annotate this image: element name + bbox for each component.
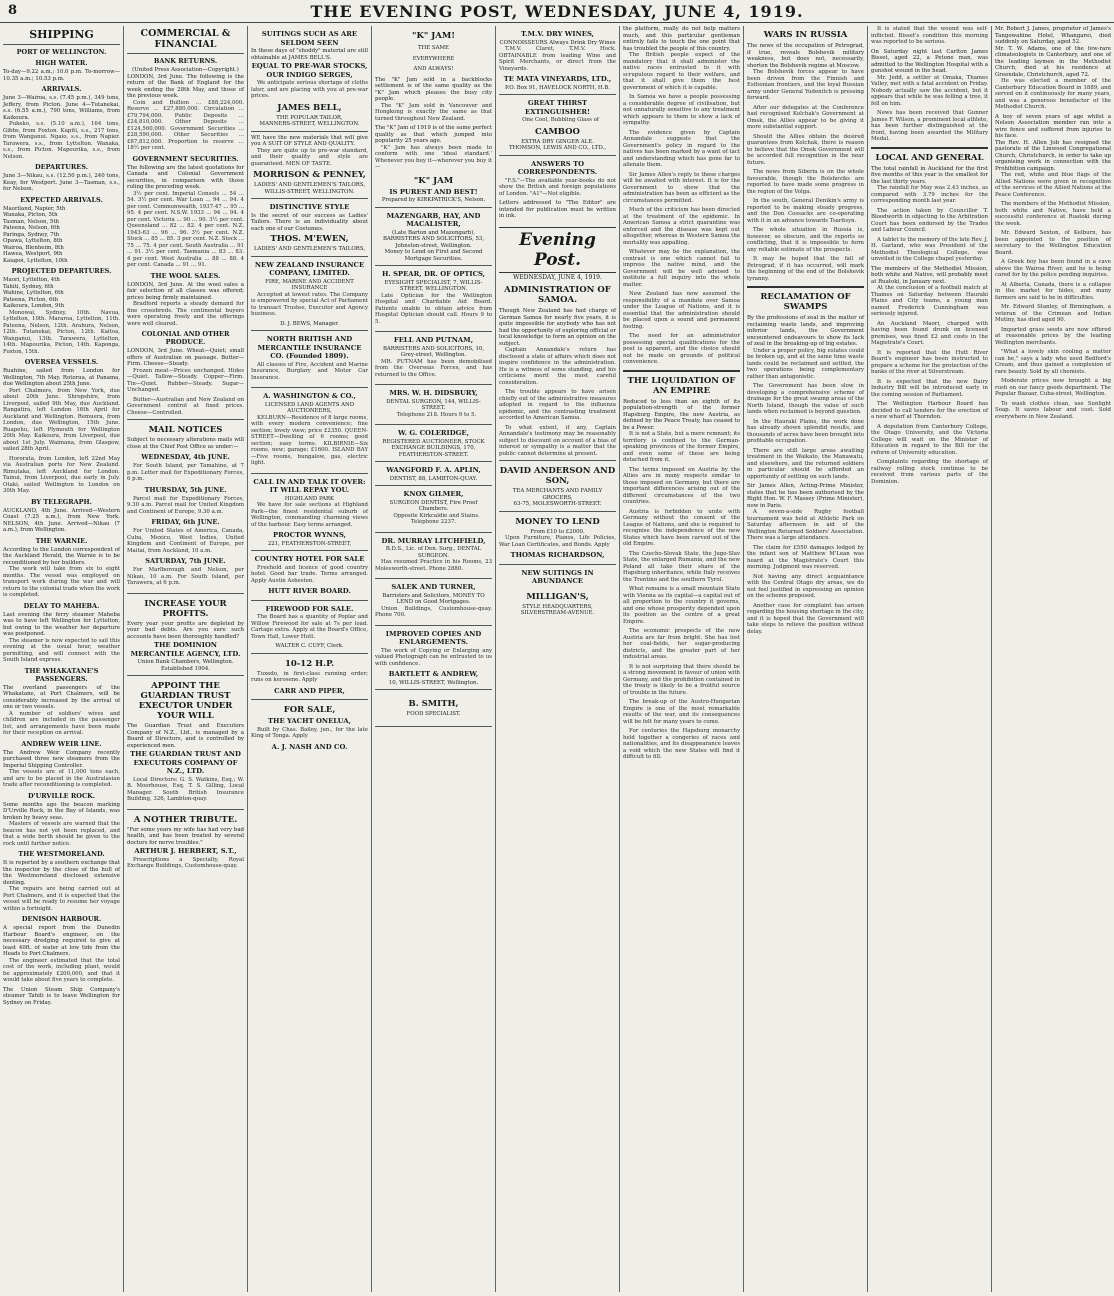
leader-text: the platform, really do not help matters much, and this particular gentleman entirely fails to touch the one point that has troubled the people of this country. — [623, 26, 740, 52]
ad-subheading: CONNOISSEURS Always Drink Dry Wines — [499, 39, 616, 46]
ad-address: P.O. Box 91, HAVELOCK NORTH, H.B. — [505, 84, 610, 91]
ad-company: SALEK AND TURNER, — [391, 583, 476, 591]
ad-text: In these days of "shoddy" material are still obtainable at JAMES BELL'S. — [251, 48, 368, 61]
column-news-3: Mr. Robert J. James, proprietor of James's Tangowahine Hotel, Whangarei, died suddenly on Saturday, aged 52. Mr. T. W. Adams, one of the few-rare climateologists in Canterbury, and one of the leading laymen in the Methodist Church, died at his residence at Greendale, Christchurch, aged 72. He was elected a member of the Canterbury Education Board in 1889, and served on it continuously for many years, and was a generous benefactor of the Methodist Church. A boy of seven years of age whilst a Nelson Association member ran into a wire fence and suffered from injuries to his face. The Rev. H. Allen Job has resigned the pastorate of the Linwood Congregational Church, Christchurch, in order to take up organising work in connection with the Prohibition campaign. The red, white and blue flags of the Allied Nations were given in recognition of the services of the Allied Nations at the Peace Conference. The members of the Methodist Mission, both white and Native, have held a successful conference at Ruatoki during the week. Mr. Edward Sexton, of Kelburn, has been appointed to the position of secretary to the Wellington Education Board. A Greek boy has been found in a cave above the Wairoa River, and he is being cared for by the police pending inquiries. At Alberta, Canada, there is a collapse in the market for hides, and many farmers are said to be in difficulties. Mr. Edward Stanley, of Birmingham, a veteran of the Crimean and Indian Mutiny, has died aged 90. Imported grass seeds are now offered at reasonable prices by the leading Wellington merchants. "What a lovely skin cooling a matter can be," says a lady who used Bedford's Cream, and thus gained a complexion of rare beauty. Sold by all chemists. Moderate prices now brought a big rush on our fancy goods department. The Popular Bazaar, Cuba-street, Wellington. To wash clothes clean, use Sunlight Soap. It saves labour and cost. Sold everywhere in New Zealand. — [995, 26, 1111, 420]
news-headline: WARS IN RUSSIA — [763, 30, 848, 40]
projected-departures-list — [3, 277, 120, 310]
ad-heading: A NOTHER TRIBUTE. — [133, 814, 238, 825]
article-text: June 3—Nikau, s.s. (12.50 p.m.), 240 tons, Keay, for Westport. June 3—Tasman, s.s., for Nelson. — [3, 173, 120, 192]
article-text: June 3—Wairoa, s.s. (7.45 p.m.), 349 tons, Jeffery, from Picton. June 4—Tutanekai, s.s. (6.55 a.m.), 790 tons, Williams, from Kaikoura. — [3, 95, 120, 121]
ad-text: The "K" Jam sold in a backblocks settlement is of the same quality as the "K" Jam which pleases the busy city people. — [375, 76, 492, 102]
subheading: THE WESTMORELAND. — [18, 850, 105, 858]
ad-company: DAVID ANDERSON AND SON, — [499, 466, 616, 486]
ad-text: REGISTERED AUCTIONEER, STOCK EXCHANGE BUILDINGS, 170, FEATHERSTON-STREET. — [382, 438, 485, 458]
subheading: PROJECTED DEPARTURES. — [11, 267, 112, 275]
ad-company: B. SMITH, — [408, 699, 459, 709]
ad-company: CAMBOO — [535, 126, 580, 137]
ad-company: CARR AND PIPER, — [274, 686, 345, 695]
ad-heading: "K" JAM — [413, 175, 454, 186]
ad-company: TE MATA VINEYARDS, LTD., — [503, 75, 612, 83]
ad-company: BARTLETT & ANDREW, — [388, 670, 479, 678]
ad-heading: INCREASE YOUR PROFITS. — [144, 598, 227, 619]
section-heading: MAIL NOTICES — [148, 425, 223, 435]
advertisement-litchfield: DR. MURRAY LITCHFIELD, B.D.S., Lic. of Den. Surg., DENTAL SURGEON. Has resumed Practice in his Rooms, 23 Molesworth-street. Phone 2880. — [375, 532, 492, 579]
ad-company: A. WASHINGTON & CO., — [263, 392, 356, 400]
advertisement-yacht: FOR SALE, THE YACHT ONELUA, Built by Chas. Bailey, jun., for the late King of Tonga. Apply A. J. NASH AND CO. — [251, 699, 368, 755]
advertisement-country-hotel: COUNTRY HOTEL FOR SALE Freehold and licence of good country hotel. Good bar trade. Terms arranged. Apply Austin Asbesten. HUTT RIVER BOARD. — [251, 550, 368, 600]
ad-tagline: LADIES' AND GENTLEMEN'S TAILORS, — [253, 246, 366, 252]
newspaper-title: THE EVENING POST, WEDNESDAY, JUNE 4, 1919. — [310, 2, 804, 21]
advertisement-tmv-wines: T.M.V. DRY WINES, CONNOISSEURS Always Drink Dry Wines T.M.V. Claret, T.M.V. Hock. OBTAINABLE from leading Wine and Spirit Merchants, or direct from the Vineyards. TE MATA VINEYARDS, LTD., P.O. Box 91, HAVELOCK NORTH, H.B. — [499, 30, 616, 91]
ad-address: 221, FEATHERSTON-STREET, — [267, 540, 352, 547]
ad-text: Letters addressed to "The Editor" are intended for publication must be written in ink. — [499, 200, 616, 219]
article-text: According to the London correspondent of the Auckland Herald, the Warnie is to be reconditioned by her builders. — [3, 546, 120, 566]
list-item: Kaikoura, London, 9th — [3, 303, 65, 309]
advertisement-carr-piper: 10-12 H.P. Tuxedo, in first-class running order; runs on kerosene. Apply CARR AND PIPER, — [251, 653, 368, 700]
advertisement-guardian-trust: APPOINT THE GUARDIAN TRUST EXECUTOR UNDER YOUR WILL The Guardian Trust and Executors Company of N.Z., Ltd., is managed by a Board of Directors, and is controlled by experienced men. THE GUARDIAN TRUST AND EXECUTORS COMPANY OF N.Z., LTD. Local Directors: G. S. Watkins, Esq.; W. B. Moorhouse, Esq. T. S. Gilling, Local Manager. South British Insurance Building, 326, Lambton-quay. — [127, 675, 244, 809]
ad-tagline: Prepared by KIRKPATRICK'S, Nelson. — [381, 197, 486, 203]
section-heading: SHIPPING — [29, 28, 94, 41]
ad-company: THE GUARDIAN TRUST AND EXECUTORS COMPANY OF N.Z., LTD. — [130, 750, 241, 775]
ad-text: Is the secret of our success as Ladies' Tailors. There is an individuality about each one of our Costumes. — [251, 212, 368, 232]
news-text: The news of the occupation of Petrograd, if true, reveals Bolshevik military weakness, but does not, necessarily, shorten the Bolshevik regime at Moscow. — [747, 43, 864, 69]
advertisement-mazengarb — [375, 207, 492, 266]
column-commercial: COMMERCIAL & FINANCIAL BANK RETURNS. (United Press Association—Copyright.) LONDON, 3rd June. The following is the return of the Bank of England for the week ending the 28th May, and those of the previous week. Coin and Bullion ... £88,224,000. Reserve ... £27,880,000. Circulation ... £79,794,000. Public Deposits ... £24,810,000. Other Deposits ... £124,560,000. Government Securities ... £28,590,000. Other Securities ... £87,812,000. Proportion to reserve ... 18½ per cent. GOVERNMENT SECURITIES. The following are the latest quotations for Canada and Colonial Government securities, in comparison with those ruling the preceding week. 3½ per cent. Imperial Consols ... 54 ... 54. 3½ per cent. War Loan ... 94 ... 94. 4 per cent. Commonwealth, 1937-47 ... 95 ... 95. 4 per cent. N.S.W. 1933 ... 94 ... 94. 4 per cent. Victoria ... 90 ... 90. 3½ per cent. Queensland ... 82 ... 82. 4 per cent. N.Z. 1943-63 ... 96 ... 96. 3½ per cent. N.Z. Stock ... 85 ... 85. 3 per cent. N.Z. Stock ... 75 ... 75. 4 per cent. South Australia ... 91 ... 91. 3½ per cent. Tasmania ... 83 ... 83. 4 per cent. West Australia ... 88 ... 88. 4 per cent. Canada ... 91 ... 91. THE WOOL SALES. LONDON, 3rd June. At the wool sales a fair selection of all classes was offered; prices being firmly maintained. Bradford reports a steady demand for fine crossbreds. The continental buyers were operating freely and the offerings were well cleared. COLONIAL AND OTHER PRODUCE. LONDON, 3rd June. Wheat—Quiet; small offers of Australian on passage. Butter—Firm. Cheese—Steady. Frozen meat—Prices unchanged. Hides—Quiet. Tallow—Steady. Copper—Firm. Tin—Quiet. Rubber—Steady. Sugar—Unchanged. Butter—Australian and New Zealand on Government control at fixed prices. Cheese—Controlled. MAIL NOTICES Subject to necessary alterations mails will close at the Chief Post Office as under:— WEDNESDAY, 4th JUNE. For South Island, per Tamahine, at 7 p.m. Letter mail for Expeditionary Forces, 6 p.m. THURSDAY, 5th JUNE. Parcel mail for Expeditionary Forces, 9.30 a.m. Parcel mail for United Kingdom and Continent of Europe, 9.30 a.m. FRIDAY, 6th JUNE. For United States of America, Canada, Cuba, Mexico, West Indies, United Kingdom and Continent of Europe, per Maitai, from Auckland, 10 a.m. SATURDAY, 7th JUNE. For Marlborough and Nelson, per Nikau, 10 a.m. For South Island, per Tarawera, at 6 p.m. INCREASE YOUR PROFITS. Every year your profits are depleted by your bad debts. Are you sure such accounts have been thoroughly handled? THE DOMINION MERCANTILE AGENCY, LTD. Union Bank Chambers, Wellington. Established 1904. APPOINT THE GUARDIAN TRUST EXECUTOR UNDER YOUR WILL The Guardian Trust and Executors Company of N.Z., Ltd., is managed by a Board of Directors, and is controlled by experienced men. THE GUARDIAN TRUST AND EXECUTORS COMPANY OF N.Z., LTD. Local Directors: G. S. Watkins, Esq.; W. B. Moorhouse, Esq. T. S. Gilling, Local Manager. South British Insurance Building, 326, Lambton-quay. A NOTHER TRIBUTE. "For some years my wife has had very bad health, and has been treated by several doctors for nerve troubles." ARTHUR J. HERBERT, S.T., Prescriptions a Specialty, Royal Exchange Buildings, Customhouse-quay. — [124, 26, 247, 1292]
subheading: OVERSEA VESSELS. — [24, 358, 99, 366]
ad-heading: CALL IN AND TALK IT OVER: IT WILL REPAY YOU. — [253, 477, 366, 494]
subheading: THE WARNIE. — [35, 536, 88, 545]
section-heading: ANSWERS TO CORRESPONDENTS. — [517, 159, 598, 176]
article-text: AUCKLAND, 4th June. Arrived—Western Coast (7.25 a.m.), from New York. NELSON, 4th June. Arrived—Nikau (7 a.m.), from Wellington. — [3, 507, 120, 533]
subheading: DEPARTURES. — [35, 163, 88, 171]
advertisement-firewood: FIREWOOD FOR SALE. The Board has a quantity of Poplar and Willow Firewood for sale at 7s per load. Cartage extra. Apply at the Board's Office, Town Hall, Lower Hutt. WALTER C. CUFF, Clerk. — [251, 600, 368, 653]
advertisement-aplin — [375, 461, 492, 485]
ad-company: THOS. M'EWEN, — [270, 234, 349, 244]
article-text: Pukeko, s.s. (5.10 a.m.), 164 tons, Gibbs, from Foxton. Kapiti, s.s., 217 tons, from Wanganui. Ngaio, s.s., from Napier. Tarawera, s.s., from Lyttelton. Wanaka, s.s., from Picton. Mapourika, s.s., from Nelson. — [3, 121, 120, 160]
subheading: PORT OF WELLINGTON. — [16, 48, 107, 56]
ad-company: THE DOMINION MERCANTILE AGENCY, LTD. — [130, 641, 241, 658]
subheading: HIGH WATER. — [35, 59, 88, 67]
ad-text: DENTIST, 88, LAMBTON-QUAY. — [389, 475, 478, 482]
ad-company: WANGFORD F. A. APLIN, — [386, 466, 481, 474]
answers-to-correspondents: ANSWERS TO CORRESPONDENTS. "F.S."—The available year-books do not show the British and foreign populations of London. "A1"—Not eligible. Letters addressed to "The Editor" are intended for publication must be written in ink. — [499, 155, 616, 223]
advertisement-spear: H. SPEAR, DR. OF OPTICS, EYESIGHT SPECIALIST, 7, WILLIS-STREET, WELLINGTON. Late Optician for the Wellington Hospital and Charitable Aid Board. Patients unable to obtain advice from Hospital Optician should call. Hours 9 to 5. — [375, 265, 492, 331]
advertisement-mcewen — [251, 198, 368, 256]
news-headline: LOCAL AND GENERAL — [875, 152, 984, 163]
news-text: Mr. T. W. Adams, one of the few-rare climateologists in Canterbury, and one of the leading laymen in the Methodist Church, died at his residence at Greendale, Christchurch, aged 72. — [995, 45, 1111, 78]
ad-text: Every year your profits are depleted by your bad debts. Are you sure such accounts have been thoroughly handled? — [127, 620, 244, 640]
ad-subheading: Money to Lend on First and Second Mortgage Securities. — [384, 249, 483, 262]
advertisement-didsbury: MRS. W. H. DIDSBURY, DENTAL SURGEON, 144, WILLIS-STREET. Telephone 218. Hours 9 to 5. — [375, 384, 492, 424]
article-text: The Union Steam Ship Company's steamer Tahiti is to leave Wellington for Sydney on Friday. — [3, 986, 120, 1006]
list-item: Tasman, Nelson, 5th — [3, 218, 59, 225]
ad-company: THOMAS RICHARDSON, — [510, 551, 605, 559]
ad-heading: NEW SUITINGS IN ABUNDANCE — [521, 568, 594, 585]
advertisement-james-bell: SUITINGS SUCH AS ARE SELDOM SEEN In these days of "shoddy" material are still obtainable at JAMES BELL'S. EQUAL TO PRE-WAR STOCKS, OUR INDIGO SERGES, We anticipate serious shortage of cloths later, and are placing with you at pre-war prices. JAMES BELL, THE POPULAR TAILOR, MANNERS-STREET, WELLINGTON. — [251, 30, 368, 127]
byline: (United Press Association—Copyright.) — [132, 67, 239, 73]
ad-text: SURGEON DENTIST, Fire Proof Chambers. — [389, 499, 478, 512]
mail-day: SATURDAY, 7th JUNE. — [145, 557, 226, 565]
ad-text: WE have the new materials that will give you A SUIT OF STYLE AND QUALITY. — [251, 134, 368, 147]
ad-heading: 10-12 H.P. — [284, 658, 335, 669]
advertisement-bartlett-andrew: IMPROVED COPIES AND ENLARGEMENTS. The work of Copying or Enlarging any valued Photograph can be entrusted to us with confidence. BARTLETT & ANDREW, 10, WILLIS-STREET, Wellington. — [375, 625, 492, 690]
advertisement-morrison-penney: WE have the new materials that will give you A SUIT OF STYLE AND QUALITY. They are quite up to pre-war standard, and their quality and style are guaranteed. MEN OF TASTE. MORRISON & PENNEY, LADIES' AND GENTLEMEN'S TAILORS, WILLIS-STREET, WELLINGTON. — [251, 131, 368, 199]
advertisement-highland-park: CALL IN AND TALK IT OVER: IT WILL REPAY YOU. HIGHLAND PARK We have for sale sections at Highland Park—the finest residential suburb of Wellington, commanding charming views of the harbour. Easy terms arranged. PROCTOR WYNNS, 221, FEATHERSTON-STREET, — [251, 473, 368, 551]
list-item: Pateena, Picton, 6th — [3, 296, 59, 303]
list-item: Wahine, Lyttelton, 6th — [3, 290, 64, 296]
ad-heading: "K" JAM! — [412, 31, 455, 41]
article-text: A special report from the Dunedin Harbour Board's engineer, on the necessary dredging required to give at least 40ft. of water at low tide from the Heads to Port Chalmers. — [3, 925, 120, 957]
article-text: To-day—9.22 a.m.; 10.0 p.m. To-morrow—10.35 a.m.; 10.53 p.m. — [3, 69, 120, 82]
advertisement-nz-insurance: NEW ZEALAND INSURANCE COMPANY, LIMITED. FIRE, MARINE AND ACCIDENT INSURANCE Accepted at lowest rates. The Company is empowered by special Act of Parliament to transact Trustee, Executor and Agency business. D. J. BEWS, Manager. — [251, 256, 368, 331]
advertisement-salek-turner: SALEK AND TURNER, Barristers and Solicitors, MONEY TO LEND on Good Mortgages. Union Buildings, Customhouse-quay. Phone 700. — [375, 578, 492, 625]
leader-headline: THE LIQUIDATION OF AN EMPIRE — [627, 375, 736, 396]
ad-company: MORRISON & PENNEY, — [253, 170, 366, 180]
mail-day: THURSDAY, 5th JUNE. — [144, 485, 227, 494]
ad-tagline: LICENSED LAND AGENTS AND AUCTIONEERS, — [264, 401, 355, 414]
ad-tagline: STYLE HEADQUARTERS, — [522, 603, 593, 610]
subheading: BY TELEGRAPH. — [31, 497, 92, 506]
subheading: BANK RETURNS. — [153, 57, 218, 65]
list-item: Tahiti, Sydney, 6th — [3, 283, 54, 290]
ad-company: JAMES BELL, — [277, 102, 342, 113]
subheading: DENISON HARBOUR. — [21, 915, 102, 923]
ad-line: AND ALWAYS! — [413, 66, 454, 72]
article-text: The following are the latest quotations for Canada and Colonial Government securities, in comparison with those ruling the preceding week. — [127, 164, 244, 190]
ad-address: 63-75, MOLESWORTH-STREET. — [513, 501, 602, 507]
column-editorial: T.M.V. DRY WINES, CONNOISSEURS Always Drink Dry Wines T.M.V. Claret, T.M.V. Hock. OBTAINABLE from leading Wine and Spirit Merchants, or direct from the Vineyards. TE MATA VINEYARDS, LTD., P.O. Box 91, HAVELOCK NORTH, H.B. GREAT THIRST EXTINGUISHER! One Cool, Bubbling Glass of CAMBOO EXTRA DRY GINGER ALE. THOMSON, LEWIS AND CO., LTD., ANSWERS TO CORRESPONDENTS. "F.S."—The available year-books do not show the British and foreign populations of London. "A1"—Not eligible. Letters addressed to "The Editor" are intended for publication must be written in ink. Evening Post. WEDNESDAY, JUNE 4, 1919. ADMINISTRATION OF SAMOA. Though New Zealand has had charge of German Samoa for nearly five years, it is quite impossible for anybody who has not had the opportunity of exploring official or local knowledge to form an opinion on the subject. Captain Annandale's return has disclosed a state of affairs which does not inspire confidence in the administration. He is a witness of some standing, and his criticisms merit the most careful consideration. The trouble appears to have arisen chiefly out of the administrative measures adopted in regard to the influenza epidemic, and the contrasting treatment accorded to American Samoa. To what extent, if any, Captain Annandale's testimony may be reasonably subject to discount on account of a bias of interest or sympathy is a matter that the public cannot determine at present. DAVID ANDERSON AND SON, TEA MERCHANTS AND FAMILY GROCERS, 63-75, MOLESWORTH-STREET. MONEY TO LEND From £10 to £2000. Upon Furniture, Pianos, Life Policies, War Loan Certificates, and Bonds. Apply THOMAS RICHARDSON, NEW SUITINGS IN ABUNDANCE MILLIGAN'S, STYLE HEADQUARTERS, SILVERSTREAM-AVENUE. — [496, 26, 619, 1292]
ad-address: 10, WILLIS-STREET, Wellington. — [388, 679, 479, 686]
article-text: Ruahine, sailed from London for Wellington, 7th May. Rotorua, at Panama, due Wellington about 25th June. — [3, 368, 120, 387]
ad-line: THE SAME — [418, 45, 449, 51]
news-text: Mr. Robert J. James, proprietor of James's Tangowahine Hotel, Whangarei, died suddenly on Saturday, aged 52. — [995, 26, 1111, 45]
ad-address: SILVERSTREAM-AVENUE. — [520, 610, 595, 616]
column-leader: the platform, really do not help matters much, and this particular gentleman entirely fails to touch the one point that has troubled the people of this country. The British people expect of the mandatory that it shall administer the native races entrusted to it with scrupulous regard to their welfare, and that it shall give them the best government of which it is capable. In Samoa we have a people possessing a considerable degree of civilisation, but not unnaturally sensitive to any treatment which appears to them to show a lack of sympathy. The evidence given by Captain Annandale suggests that the Government's policy in regard to the natives has been marked by a want of tact and understanding which has gone far to alienate them. Sir James Allen's reply to these charges will be awaited with interest. It is for the Government to show that the administration has been as efficient as the circumstances permitted. Much of the criticism has been directed at the treatment of the epidemic. In American Samoa a strict quarantine was enforced and the disease was kept out altogether, whereas in Western Samoa the mortality was appalling. Whatever may be the explanation, the contrast is one which cannot fail to impress the native mind, and the Government will be well advised to institute a full inquiry into the whole matter. New Zealand has now assumed the responsibility of a mandate over Samoa under the League of Nations, and it is essential that the administration should be placed upon a sound and permanent footing. The need for an administrator possessing special qualifications for the post is apparent, and the choice should not be made on grounds of political convenience. THE LIQUIDATION OF AN EMPIRE Reduced to less than an eighth of its population-strength of the former Hapsburg Empire, the new Austria, as defined by the Peace Treaty, has ceased to be a Power. It is not a State, but a mere remnant; its territory is confined to the German-speaking provinces of the former Empire, and even some of these are being detached from it. The terms imposed on Austria by the Allies are in many respects similar to those imposed on Germany, but there are important differences arising out of the different circumstances of the two countries. Austria is forbidden to unite with Germany without the consent of the League of Nations, and she is required to recognise the independence of the new States which have been carved out of the old Empire. The Czecho-Slovak State, the Jugo-Slav State, the enlarged Rumania, and the new Poland all take their share of the Hapsburg inheritance, while Italy receives the Trentino and the southern Tyrol. What remains is a small mountain State with Vienna as its capital—a capital out of all proportion to the country it governs, and one whose prosperity depended upon its position as the centre of a great Empire. The economic prospects of the new Austria are far from bright. She has lost her coal-fields, her sugar-producing districts, and the greater part of her industrial areas. It is not surprising that there should be a strong movement in favour of union with Germany, and the prohibition contained in the treaty is likely to be a fruitful source of trouble in the future. The break-up of the Austro-Hungarian Empire is one of the most remarkable results of the war, and its consequences will be felt for many years to come. For centuries the Hapsburg monarchy held together a congeries of races and nationalities, and its disappearance leaves a void which the new States will find it difficult to fill. — [623, 26, 740, 760]
ad-company: MRS. W. H. DIDSBURY, — [389, 389, 478, 397]
ad-company: A. J. NASH AND CO. — [271, 742, 348, 751]
ad-text: The "K" Jam of 1919 is of the same perfect quality as that which jumped into popularity 25 years ago. — [375, 125, 492, 144]
subheading: DELAY TO MAHEBA. — [23, 601, 100, 610]
mail-day: FRIDAY, 6th JUNE. — [151, 518, 220, 526]
article-text: LONDON, 3rd June. Wheat—Quiet; small offers of Australian on passage. Butter—Firm. Cheese—Steady. — [127, 348, 244, 367]
advertisement-coleridge — [375, 424, 492, 461]
ad-heading: FOR SALE, — [283, 705, 336, 715]
leader-text: Reduced to less than an eighth of its population-strength of the former Hapsburg Empire, the new Austria, as defined by the Peace Treaty, has ceased to be a Power. — [623, 398, 740, 431]
ad-line: EVERYWHERE — [412, 55, 455, 62]
column-news-2: It is stated that the wound was self-inflicted. Bisset's condition this morning was reported to be serious. On Saturday night last Carlton James Bisset, aged 22, a Petone man, was admitted to the Wellington Hospital with a gunshot wound in the head. Mr. Jedd, a settler at Omaka, Thames Valley, met with a fatal accident on Friday. Nobody actually saw the accident, but it appears that while he was felling a tree, it fell on him. News has been received that Gunner James F. Wilson, a prominent local athlete, has been further distinguished at the front, having been awarded the Military Medal. LOCAL AND GENERAL The total rainfall in Auckland for the first five months of this year is the smallest for the last thirty years. The rainfall for May was 2.43 inches, as compared with 3.79 inches for the corresponding month last year. The action taken by Councillor T. Bloodworth in objecting to the Arbitration Court has been endorsed by the Trades and Labour Council. A tablet to the memory of the late Rev. J. H. Garland, who was President of the Methodist Theological College, was unveiled in the College chapel yesterday. The members of the Methodist Mission, both white and Native, will probably meet at Ruatoki, in January next. At the conclusion of a football match at Thames on Saturday between Hauraki Plains and City teams, a young man named Frederick Cunningham was seriously injured. An Auckland Maori, charged with having been found drunk on licensed premises, was fined £2 and costs in the Magistrate's Court. It is reported that the Hutt River Board's engineer has been instructed to prepare a scheme for the protection of the banks of the river at Silverstream. It is expected that the new Dairy Industry Bill will be introduced early in the coming session of Parliament. The Wellington Harbour Board has decided to call tenders for the erection of a new wharf at Thorndon. A deputation from Canterbury College, the Otago University, and the Victoria College will wait on the Minister of Education in regard to the Bill for the reform of University education. Complaints regarding the shortage of railway rolling stock continue to be received from various parts of the Dominion. — [871, 26, 988, 485]
ad-text: EYESIGHT SPECIALIST, 7, WILLIS-STREET, WELLINGTON. — [384, 279, 483, 292]
ad-text: (Late Barton and Mazengarb), BARRISTERS AND SOLICITORS, 53, Johnston-street, Wellington. — [382, 229, 485, 249]
ad-address: Union Bank Chambers, Wellington. Established 1904. — [137, 659, 234, 672]
advertisement-milligans — [499, 564, 616, 620]
ad-text: DENTAL SURGEON, 144, WILLIS-STREET. — [386, 398, 481, 411]
ad-company: PROCTOR WYNNS, — [272, 531, 347, 539]
article-text: Subject to necessary alterations mails will close at the Chief Post Office as under:— — [127, 437, 244, 450]
advertisement-north-british: NORTH BRITISH AND MERCANTILE INSURANCE CO. (Founded 1809). All classes of Fire, Accident and Marine Insurance, Burglary and Motor Car Insurance. — [251, 330, 368, 387]
leader-text: Though New Zealand has had charge of German Samoa for nearly five years, it is quite impossible for anybody who has not had the opportunity of exploring official or local knowledge to form an opinion on the subject. — [499, 308, 616, 347]
ad-text: Barristers and Solicitors, MONEY TO LEND on Good Mortgages. — [382, 592, 485, 605]
list-item: Maoriland, Napier, 5th — [3, 205, 66, 212]
list-item: Pateena, Nelson, 6th — [3, 225, 60, 231]
subheading: THE WHAKATANE'S PASSENGERS. — [24, 666, 99, 683]
ad-company: W. G. COLERIDGE, — [398, 429, 469, 437]
expected-arrivals-list — [3, 206, 120, 265]
column-advertisements-1 — [248, 26, 371, 1292]
ad-company: DR. MURRAY LITCHFIELD, — [381, 536, 486, 545]
ad-company: KNOX GILMER, — [403, 490, 464, 498]
article-text: Last evening the ferry steamer Maheba was to have left Wellington for Lyttelton, but owing to the weather her departure was postponed. — [3, 611, 120, 637]
advertisement-money-to-lend: MONEY TO LEND From £10 to £2000. Upon Furniture, Pianos, Life Policies, War Loan Certificates, and Bonds. Apply THOMAS RICHARDSON, — [499, 511, 616, 564]
editorial-date: WEDNESDAY, JUNE 4, 1919. — [513, 273, 602, 281]
column-shipping: SHIPPING PORT OF WELLINGTON. HIGH WATER. To-day—9.22 a.m.; 10.0 p.m. To-morrow—10.35 a.m.; 10.53 p.m. ARRIVALS. June 3—Wairoa, s.s. (7.45 p.m.), 349 tons, Jeffery, from Picton. June 4—Tutanekai, s.s. (6.55 a.m.), 790 tons, Williams, from Kaikoura. Pukeko, s.s. (5.10 a.m.), 164 tons, Gibbs, from Foxton. Kapiti, s.s., 217 tons, from Wanganui. Ngaio, s.s., from Napier. Tarawera, s.s., from Lyttelton. Wanaka, s.s., from Picton. Mapourika, s.s., from Nelson. DEPARTURES. June 3—Nikau, s.s. (12.50 p.m.), 240 tons, Keay, for Westport. June 3—Tasman, s.s., for Nelson. EXPECTED ARRIVALS. Maoriland, Napier, 5th Wanaka, Picton, 5th Tasman, Nelson, 5th Pateena, Nelson, 6th Paringa, Sydney, 7th Opawa, Lyttelton, 8th Wairoa, Blenheim, 8th Hawea, Westport, 9th Kaiapoi, Lyttelton, 10th PROJECTED DEPARTURES. Maori, Lyttelton, 4th Tahiti, Sydney, 6th Wahine, Lyttelton, 6th Pateena, Picton, 6th Kaikoura, London, 9th Monowai, Sydney, 10th. Navua, Lyttelton, 10th. Mararoa, Lyttelton, 11th. Pateena, Nelson, 12th. Arahura, Nelson, 12th. Tutanekai, Picton, 12th. Kaitoa, Wanganui, 13th. Tarawera, Lyttelton, 14th. Mapourika, Picton, 14th. Kaponga, Foxton, 15th. OVERSEA VESSELS. Ruahine, sailed from London for Wellington, 7th May. Rotorua, at Panama, due Wellington about 25th June. Port Chalmers, from New York, due about 20th June. Shropshire, from Liverpool, sailed 9th May, due Auckland. Rangatira, left London 16th April for Auckland and Wellington. Remuera, from London, due Wellington, 15th June. Ruapehu, left Plymouth for Wellington 20th May. Kaikoura, from Liverpool, due about 1st July. Waimana, from Glasgow, sailed 28th April. Hororata, from London, left 22nd May via Australian ports for New Zealand. Rimutaka, left Auckland for London. Tainui, from Liverpool, due early in July. Otaki, sailed Wellington to London on 30th May. BY TELEGRAPH. AUCKLAND, 4th June. Arrived—Western Coast (7.25 a.m.), from New York. NELSON, 4th June. Arrived—Nikau (7 a.m.), from Wellington. THE WARNIE. According to the London correspondent of the Auckland Herald, the Warnie is to be reconditioned by her builders. The work will take from six to eight months. The vessel was employed on transport work during the war and will return to the colonial trade when the work is completed. DELAY TO MAHEBA. Last evening the ferry steamer Maheba was to have left Wellington for Lyttelton, but owing to the weather her departure was postponed. The steamer is now expected to sail this evening at the usual hour, weather permitting, and will connect with the South Island express. THE WHAKATANE'S PASSENGERS. The overland passengers of the Whakatane, at Port Chalmers, will be considerably increased by the arrival of one or two vessels. A number of soldiers' wives and children are included in the passenger list, and arrangements have been made for their reception on arrival. ANDREW WEIR LINE. The Andrew Weir Company recently purchased three new steamers from the Imperial Shipping Controller. The vessels are of 11,000 tons each, and are to be placed in the Australasian trade after reconditioning is completed. D'URVILLE ROCK. Some months ago the beacon marking D'Urville Rock, in the Bay of Islands, was broken by heavy seas. Masters of vessels are warned that the beacon has not yet been replaced, and that a wide berth should be given to the rock until further notice. THE WESTMORELAND. It is reported by a southern exchange that the inspector by the close of the hull of the Westmoreland disclosed extensive denting. The repairs are being carried out at Port Chalmers, and it is expected that the vessel will be ready to resume her voyage within a fortnight. DENISON HARBOUR. A special report from the Dunedin Harbour Board's engineer, on the necessary dredging required to give at least 40ft. of water at low tide from the Heads to Port Chalmers. The engineer estimated that the total cost of the work, including plant, would be approximately £200,000, and that it would take about five years to complete. The Union Steam Ship Company's steamer Tahiti is to leave Wellington for Sydney on Friday. — [3, 28, 120, 1006]
subheading: ANDREW WEIR LINE. — [21, 739, 102, 748]
ad-company: NEW ZEALAND INSURANCE COMPANY, LIMITED. — [254, 260, 365, 277]
ad-company: H. SPEAR, DR. OF OPTICS, — [381, 270, 486, 278]
subheading: COLONIAL AND OTHER PRODUCE. — [141, 330, 230, 346]
ad-heading: COUNTRY HOTEL FOR SALE — [254, 555, 365, 563]
ad-subheading: IS PUREST AND BEST! — [389, 187, 478, 196]
ad-company: MILLIGAN'S, — [526, 591, 589, 602]
advertisement-camboo: GREAT THIRST EXTINGUISHER! One Cool, Bubbling Glass of CAMBOO EXTRA DRY GINGER ALE. THOMSON, LEWIS AND CO., LTD., — [499, 94, 616, 155]
ad-heading: GREAT THIRST EXTINGUISHER! — [525, 99, 590, 116]
ad-signature: D. J. BEWS, Manager. — [280, 320, 339, 327]
ad-company: FELL AND PUTNAM, — [393, 336, 474, 344]
article-text: Some months ago the beacon marking D'Urville Rock, in the Bay of Islands, was broken by heavy seas. — [3, 801, 120, 821]
article-text: LONDON, 3rd June. At the wool sales a fair selection of all classes was offered; prices being firmly maintained. — [127, 281, 244, 301]
article-text: LONDON, 3rd June. The following is the return of the Bank of England for the week ending the 28th May, and those of the previous week. — [127, 73, 244, 99]
ad-company: MAZENGARB, HAY, AND MACALISTER, — [386, 211, 481, 228]
ad-subheading: EQUAL TO PRE-WAR STOCKS, OUR INDIGO SERGES, — [251, 62, 368, 79]
news-text: The members of the Methodist Mission, both white and Native, will probably meet at Ruatoki, in January next. — [871, 265, 988, 285]
ad-subheading: FIRE, MARINE AND ACCIDENT INSURANCE — [265, 278, 354, 291]
column-news-1: WARS IN RUSSIA The news of the occupation of Petrograd, if true, reveals Bolshevik military weakness, but does not, necessarily, shorten the Bolshevik regime at Moscow. The Bolshevik forces appear to have been driven from the Finnish and Esthonian frontiers, and the loyal Russian army under General Yudenitch is pressing forward. After our delegates at the Conference had recognised Kolchak's Government at Omsk, the Allies appear to be giving it more substantial support. Should the Allies obtain the desired guarantees from Kolchak, there is reason to believe that the Omsk Government will be accorded full recognition in the near future. The news from Siberia is on the whole favourable, though the Bolsheviks are reported to have made some progress in the region of the Volga. In the south, General Denikin's army is reported to be making steady progress, and the Don Cossacks are co-operating with it in an advance towards Tsaritsyn. The whole situation in Russia is, however, so obscure, and the reports so conflicting, that it is impossible to form any reliable estimate of the prospects. It may be hoped that the fall of Petrograd, if it has occurred, will mark the beginning of the end of the Bolshevik tyranny. RECLAMATION OF SWAMPS By the professions of zeal in the matter of reclaiming waste lands, and improving inferior lands, the Government encountered endeavours to show its lack of zeal in the breaking-up of big estates. Under a proper policy, big estates could be broken up, and at the same time waste lands could be reclaimed and settled, the two operations being complementary rather than antagonistic. The Government has been slow in developing a comprehensive scheme of drainage for the great swamp areas of the North Island, though the value of such lands when reclaimed is beyond question. In the Hauraki Plains, the work done has already shown splendid results, and thousands of acres have been brought into profitable occupation. There are still large areas awaiting treatment in the Waikato, the Manawatu, and elsewhere, and the returned soldiers in particular should be afforded an opportunity of settling on such lands. Sir James Allen, Acting-Prime Minister, states that he has been authorised by the Right Hon. W. F. Massey (Prime Minister), now in Paris. A seven-a-side Rugby football tournament was held at Athletic Park on Saturday afternoon in aid of the Wellington Returned Soldiers' Association. There was a large attendance. The claim for £550 damages lodged by the infant son of Matthew M'Lean was heard at the Magistrate's Court this morning. Judgment was reserved. Not having any direct acquaintance with the Central Otago dry areas, we do not feel justified in expressing an opinion on the scheme proposed. Another case for complaint has arisen regarding the housing shortage in the city, and it is hoped that the Government will take steps to relieve the position without delay. — [747, 30, 864, 635]
article-text: The overland passengers of the Whakatane, at Port Chalmers, will be considerably increased by the arrival of one or two vessels. — [3, 684, 120, 710]
ad-tagline: THE POPULAR TAILOR, — [276, 114, 343, 121]
ad-signature: ARTHUR J. HERBERT, S.T., — [134, 847, 237, 855]
ad-heading: FIREWOOD FOR SALE. — [265, 604, 354, 613]
subheading: D'URVILLE ROCK. — [27, 791, 96, 800]
mail-notices: MAIL NOTICES Subject to necessary alterations mails will close at the Chief Post Office as under:— WEDNESDAY, 4th JUNE. For South Island, per Tamahine, at 7 p.m. Letter mail for Expeditionary Forces, 6 p.m. THURSDAY, 5th JUNE. Parcel mail for Expeditionary Forces, 9.30 a.m. Parcel mail for United Kingdom and Continent of Europe, 9.30 a.m. FRIDAY, 6th JUNE. For United States of America, Canada, Cuba, Mexico, West Indies, United Kingdom and Continent of Europe, per Maitai, from Auckland, 10 a.m. SATURDAY, 7th JUNE. For Marlborough and Nelson, per Nikau, 10 a.m. For South Island, per Tarawera, at 6 p.m. — [127, 419, 244, 593]
list-item: Kaiapoi, Lyttelton, 10th — [3, 257, 68, 264]
ad-heading: MONEY TO LEND — [515, 516, 600, 527]
ad-tagline: LADIES' AND GENTLEMEN'S TAILORS, — [253, 182, 366, 188]
advertisement-knox-gilmer: KNOX GILMER, SURGEON DENTIST, Fire Proof Chambers. Opposite Kirkcaldie and Stains. Telephone 2237. — [375, 485, 492, 532]
ad-address: MANNERS-STREET, WELLINGTON. — [259, 121, 360, 127]
page-number: 8 — [8, 3, 18, 18]
news-text: By the professions of zeal in the matter of reclaiming waste lands, and improving inferior lands, the Government encountered endeavours to show its lack of zeal in the breaking-up of big estates. — [747, 315, 864, 347]
ad-subheading: EXTRA DRY GINGER ALE. — [521, 138, 594, 145]
subheading: EXPECTED ARRIVALS. — [20, 195, 103, 204]
ad-company: NORTH BRITISH AND MERCANTILE INSURANCE CO. (Founded 1809). — [257, 335, 362, 360]
ad-subheading: HIGHLAND PARK — [284, 495, 335, 502]
ad-heading: IMPROVED COPIES AND ENLARGEMENTS. — [385, 629, 482, 646]
news-text: On Saturday night last Carlton James Bisset, aged 22, a Petone man, was admitted to the Wellington Hospital with a gunshot wound in the head. — [871, 48, 988, 74]
column-advertisements-2 — [372, 26, 495, 1292]
ad-address: WILLIS-STREET, WELLINGTON. — [264, 188, 355, 195]
editorial-flag: Evening Post. — [499, 227, 616, 273]
list-item: Hawea, Westport, 9th — [3, 251, 63, 257]
list-item: Wanaka, Picton, 5th — [3, 212, 58, 218]
list-item: Maori, Lyttelton, 4th — [3, 277, 60, 283]
ad-subheading: HUTT RIVER BOARD. — [268, 587, 351, 595]
advertisement-dominion-mercantile — [127, 593, 244, 676]
ad-text: "For some years my wife has had very bad health, and has been treated by several doctors for nerve troubles." — [127, 826, 244, 846]
list-item: Opawa, Lyttelton, 8th — [3, 238, 63, 244]
subheading: THE WOOL SALES. — [150, 271, 221, 280]
ad-tagline: FOOD SPECIALIST. — [406, 711, 461, 717]
subheading: GOVERNMENT SECURITIES. — [132, 154, 239, 163]
ad-subheading: From £10 to £2000. — [530, 528, 585, 535]
news-headline: RECLAMATION OF SWAMPS — [760, 292, 851, 312]
advertisement-k-jam: "K" JAM! THE SAME EVERYWHERE AND ALWAYS! The "K" Jam sold in a backblocks settlement is of the same quality as the "K" Jam which pleases the busy city people. The "K" Jam sold in Vancouver and Hongkong is exactly the same as that turned throughout New Zealand. The "K" Jam of 1919 is of the same perfect quality as that which jumped into popularity 25 years ago. "K" Jam has always been made to conform with one 'ideal standard.' Whenever you buy it—wherever you buy it— "K" JAM IS PUREST AND BEST! Prepared by KIRKPATRICK'S, Nelson. — [375, 31, 492, 203]
ad-heading: SUITINGS SUCH AS ARE SELDOM SEEN — [261, 30, 358, 47]
advertisement-tribute: A NOTHER TRIBUTE. "For some years my wife has had very bad health, and has been treated by several doctors for nerve troubles." ARTHUR J. HERBERT, S.T., Prescriptions a Specialty, Royal Exchange Buildings, Customhouse-quay. — [127, 809, 244, 876]
advertisement-b-smith — [375, 689, 492, 727]
advertisement-washington: A. WASHINGTON & CO., LICENSED LAND AGENTS AND AUCTIONEERS, KELBURN—Residence of 8 large rooms, with every modern convenience; fine section; lovely view; price £2350. QUEEN-STREET—Dwelling of 6 rooms; good section; easy terms. KILBIRNIE—Six rooms, new; garage; £1600. ISLAND BAY—Five rooms, bungalow, gas, electric light. — [251, 387, 368, 473]
list-item: Paringa, Sydney, 7th — [3, 231, 60, 238]
mail-day: WEDNESDAY, 4th JUNE. — [141, 453, 230, 461]
ad-subheading: THE YACHT ONELUA, — [267, 717, 352, 725]
news-text: The total rainfall in Auckland for the first five months of this year is the smallest for the last thirty years. — [871, 165, 988, 185]
ad-text: The Guardian Trust and Executors Company of N.Z., Ltd., is managed by a Board of Directors, and is controlled by experienced men. — [127, 723, 244, 749]
subheading: ARRIVALS. — [41, 85, 82, 93]
advertisement-david-anderson — [499, 460, 616, 511]
news-text: A boy of seven years of age whilst a Nelson Association member ran into a wire fence and suffered from injuries to his face. — [995, 113, 1111, 139]
ad-heading: T.M.V. DRY WINES, — [520, 30, 595, 38]
ad-address: THOMSON, LEWIS AND CO., LTD., — [508, 145, 607, 151]
news-text: The Rev. H. Allen Job has resigned the pastorate of the Linwood Congregational Church, Christchurch, in order to take up organising work in connection with the Prohibition campaign. — [995, 139, 1111, 172]
ad-text: B.D.S., Lic. of Den. Surg., DENTAL SURGEON. — [385, 546, 482, 559]
masthead — [0, 0, 1114, 23]
ad-text: BARRISTERS AND SOLICITORS, 10, Grey-street, Wellington. — [382, 345, 485, 358]
news-text: Sir James Allen, Acting-Prime Minister, states that he has been authorised by the Right Hon. W. F. Massey (Prime Minister), now in Paris. — [747, 483, 864, 509]
leader-headline: ADMINISTRATION OF SAMOA. — [504, 285, 611, 305]
section-heading: COMMERCIAL & FINANCIAL — [140, 28, 231, 50]
list-item: Wairoa, Blenheim, 8th — [3, 244, 64, 251]
ad-signature: WALTER C. CUFF, Clerk. — [275, 643, 344, 649]
ad-tagline: TEA MERCHANTS AND FAMILY GROCERS, — [512, 488, 603, 501]
article-text: The Andrew Weir Company recently purchased three new steamers from the Imperial Shipping Controller. — [3, 749, 120, 769]
ad-heading: APPOINT THE GUARDIAN TRUST EXECUTOR UNDER YOUR WILL — [138, 681, 233, 721]
article-text: It is reported by a southern exchange that the inspector by the close of the hull of the Westmoreland disclosed extensive denting. — [3, 860, 120, 886]
ad-heading: DISTINCTIVE STYLE — [269, 203, 350, 211]
advertisement-fell-putnam: FELL AND PUTNAM, BARRISTERS AND SOLICITORS, 10, Grey-street, Wellington. MR. PUTNAM has been demobilised from the Overseas Forces, and has returned to the Office. — [375, 331, 492, 384]
